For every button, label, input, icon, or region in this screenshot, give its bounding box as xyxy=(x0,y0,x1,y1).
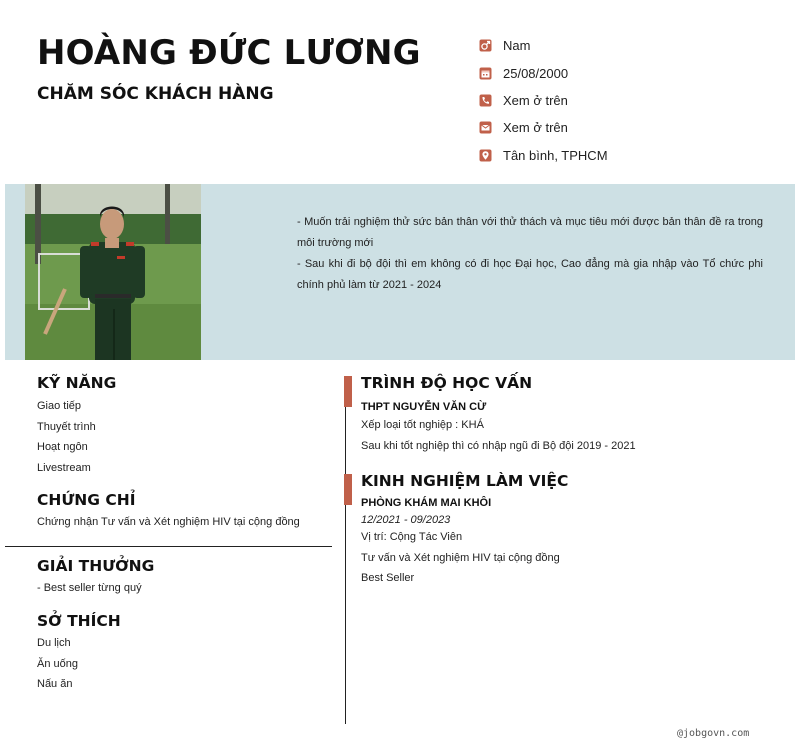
birthday-value: 25/08/2000 xyxy=(503,65,569,81)
column-divider xyxy=(345,376,346,724)
company-name: PHÒNG KHÁM MAI KHÔI xyxy=(361,497,492,509)
objective-line-1: - Muốn trải nghiệm thử sức bản thân với thử thách và mục tiêu mới được bản thân đề ra trong môi trường mới xyxy=(297,216,763,249)
email-icon xyxy=(479,121,492,134)
phone-icon xyxy=(479,94,492,107)
skills-section xyxy=(37,374,116,478)
candidate-name: HOÀNG ĐỨC LƯƠNG xyxy=(37,33,421,73)
contact-address xyxy=(479,142,608,169)
certificates-title: CHỨNG CHỈ xyxy=(37,491,136,509)
profile-photo xyxy=(25,184,201,360)
work-position: Vị trí: Cộng Tác Viên xyxy=(361,531,463,543)
experience-accent-bar xyxy=(344,474,352,505)
awards-section xyxy=(37,557,154,599)
education-accent-bar xyxy=(344,376,352,407)
watermark: @jobgovn.com xyxy=(677,728,750,739)
skill-item: Thuyết trình xyxy=(37,420,96,433)
hobby-item: Du lịch xyxy=(37,637,71,649)
calendar-icon xyxy=(479,67,492,80)
award-item: - Best seller từng quý xyxy=(37,582,142,594)
skill-item: Giao tiếp xyxy=(37,400,82,412)
skills-title: KỸ NĂNG xyxy=(37,374,117,392)
address-value: Tân bình, TPHCM xyxy=(503,147,608,163)
career-objective xyxy=(297,212,763,296)
work-period: 12/2021 - 09/2023 xyxy=(361,514,451,526)
contact-birthday xyxy=(479,59,608,86)
certificate-item: Chứng nhận Tư vấn và Xét nghiệm HIV tại cộng đồng xyxy=(37,516,300,528)
education-section xyxy=(361,374,636,456)
gender-icon xyxy=(479,39,492,52)
objective-line-2: - Sau khi đi bộ đội thì em không có đi học Đại học, Cao đẳng mà gia nhập vào Tổ chức phi chính phủ làm từ 2021 - 2024 xyxy=(297,258,763,291)
left-divider xyxy=(5,546,332,547)
contact-phone xyxy=(479,87,608,114)
education-note: Sau khi tốt nghiệp thì có nhập ngũ đi Bộ đội 2019 - 2021 xyxy=(361,439,636,452)
contact-email xyxy=(479,114,608,141)
contact-list xyxy=(479,32,608,169)
phone-value: Xem ở trên xyxy=(503,92,568,108)
work-detail: Tư vấn và Xét nghiệm HIV tại cộng đồng xyxy=(361,551,560,564)
hobbies-title: SỞ THÍCH xyxy=(37,612,121,630)
job-title: CHĂM SÓC KHÁCH HÀNG xyxy=(37,84,274,104)
work-detail: Best Seller xyxy=(361,572,415,585)
experience-section xyxy=(361,472,568,589)
experience-title: KINH NGHIỆM LÀM VIỆC xyxy=(361,472,569,490)
location-icon xyxy=(479,149,492,162)
education-grade: Xếp loại tốt nghiệp : KHÁ xyxy=(361,419,484,431)
hobby-item: Ăn uống xyxy=(37,657,78,670)
email-value: Xem ở trên xyxy=(503,120,568,136)
hobbies-section xyxy=(37,612,121,695)
skill-item: Livestream xyxy=(37,461,91,474)
certificates-section xyxy=(37,491,300,533)
hobby-item: Nấu ăn xyxy=(37,678,73,691)
school-name: THPT NGUYỄN VĂN CỪ xyxy=(361,401,487,413)
education-title: TRÌNH ĐỘ HỌC VẤN xyxy=(361,374,533,392)
contact-gender xyxy=(479,32,608,59)
gender-value: Nam xyxy=(503,38,531,54)
awards-title: GIẢI THƯỞNG xyxy=(37,557,155,575)
skill-item: Hoạt ngôn xyxy=(37,441,88,454)
